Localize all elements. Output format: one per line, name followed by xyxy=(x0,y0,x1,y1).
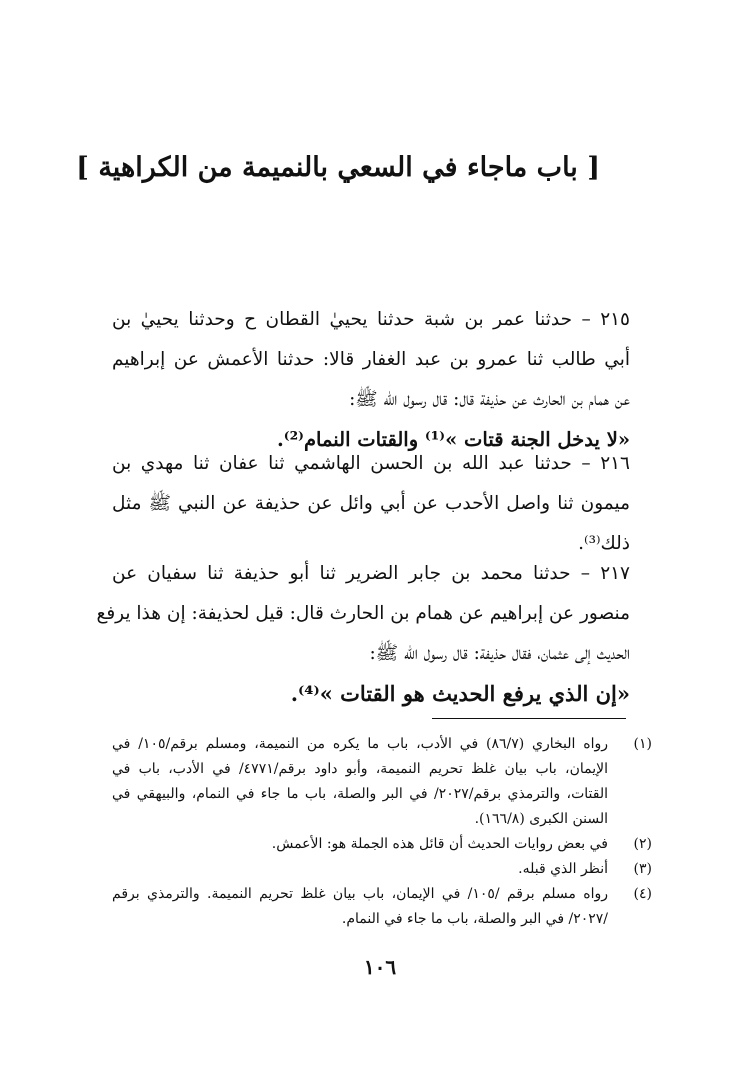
footnote-line: رواه البخاري (٨٦/٧) في الأدب، باب ما يكره من النميمة، ومسلم برقم/١٠٥/ في xyxy=(112,736,609,752)
hadith-216 xyxy=(112,444,630,564)
hadith-line: الحديث إلى عثمان، فقال حذيفة: قال رسول الله ﷺ: xyxy=(369,643,630,664)
footnote-number: (٢) xyxy=(633,836,652,852)
hadith-215 xyxy=(112,300,630,460)
page-number: ١٠٦ xyxy=(363,955,397,979)
chapter-title: [ باب ماجاء في السعي بالنميمة من الكراهية ] xyxy=(76,152,600,183)
hadith-line: ٢١٥ – حدثنا عمر بن شبة حدثنا يحييٰ القطان ح وحدثنا يحييٰ بن xyxy=(112,309,630,330)
footnote-divider xyxy=(432,718,626,719)
footnotes xyxy=(112,732,652,932)
footnote xyxy=(112,882,652,932)
footnote-number: (٤) xyxy=(633,886,652,902)
footnote-number: (٣) xyxy=(633,861,652,877)
hadith-line: عن همام بن الحارث عن حذيفة قال: قال رسول الله ﷺ: xyxy=(349,389,630,410)
footnote-line: السنن الكبرى (١٦٦/٨). xyxy=(474,811,608,827)
hadith-line: ميمون ثنا واصل الأحدب عن أبي وائل عن حذيفة عن النبي ﷺ مثل xyxy=(112,493,630,514)
footnote-line: القتات، والترمذي برقم/٢٠٢٧/ في البر والصلة، باب ما جاء في النمام، والبيهقي في xyxy=(112,786,608,802)
footnote-number: (١) xyxy=(633,736,652,752)
hadith-line: ٢١٦ – حدثنا عبد الله بن الحسن الهاشمي ثنا عفان ثنا مهدي بن xyxy=(112,453,630,474)
hadith-217 xyxy=(96,554,630,714)
footnote xyxy=(112,732,652,832)
footnote-line: في بعض روايات الحديث أن قائل هذه الجملة هو: الأعمش. xyxy=(271,836,608,852)
hadith-line: منصور عن إبراهيم عن همام بن الحارث قال: قيل لحذيفة: إن هذا يرفع xyxy=(96,603,630,624)
hadith-matn: «لا يدخل الجنة قتات »⁽¹⁾ والقتات النمام⁽²⁾. xyxy=(277,428,630,451)
hadith-line: ذلك⁽³⁾. xyxy=(578,533,630,554)
hadith-line: ٢١٧ – حدثنا محمد بن جابر الضرير ثنا أبو حذيفة ثنا سفيان عن xyxy=(112,563,630,584)
footnote xyxy=(112,857,652,882)
footnote-line: رواه مسلم برقم /١٠٥/ في الإيمان، باب بيان غلظ تحريم النميمة. والترمذي برقم xyxy=(112,886,608,902)
footnote-line: أنظر الذي قبله. xyxy=(518,861,608,877)
footnote xyxy=(112,832,652,857)
footnote-line: الإيمان، باب بيان غلظ تحريم النميمة، وأبو داود برقم/٤٧٧١/ في الأدب، باب في xyxy=(112,761,608,777)
hadith-line: أبي طالب ثنا عمرو بن عبد الغفار قالا: حدثنا الأعمش عن إبراهيم xyxy=(112,349,630,370)
hadith-matn: «إن الذي يرفع الحديث هو القتات »⁽⁴⁾. xyxy=(290,681,630,706)
footnote-line: /٢٠٢٧/ في البر والصلة، باب ما جاء في النمام. xyxy=(341,911,608,927)
